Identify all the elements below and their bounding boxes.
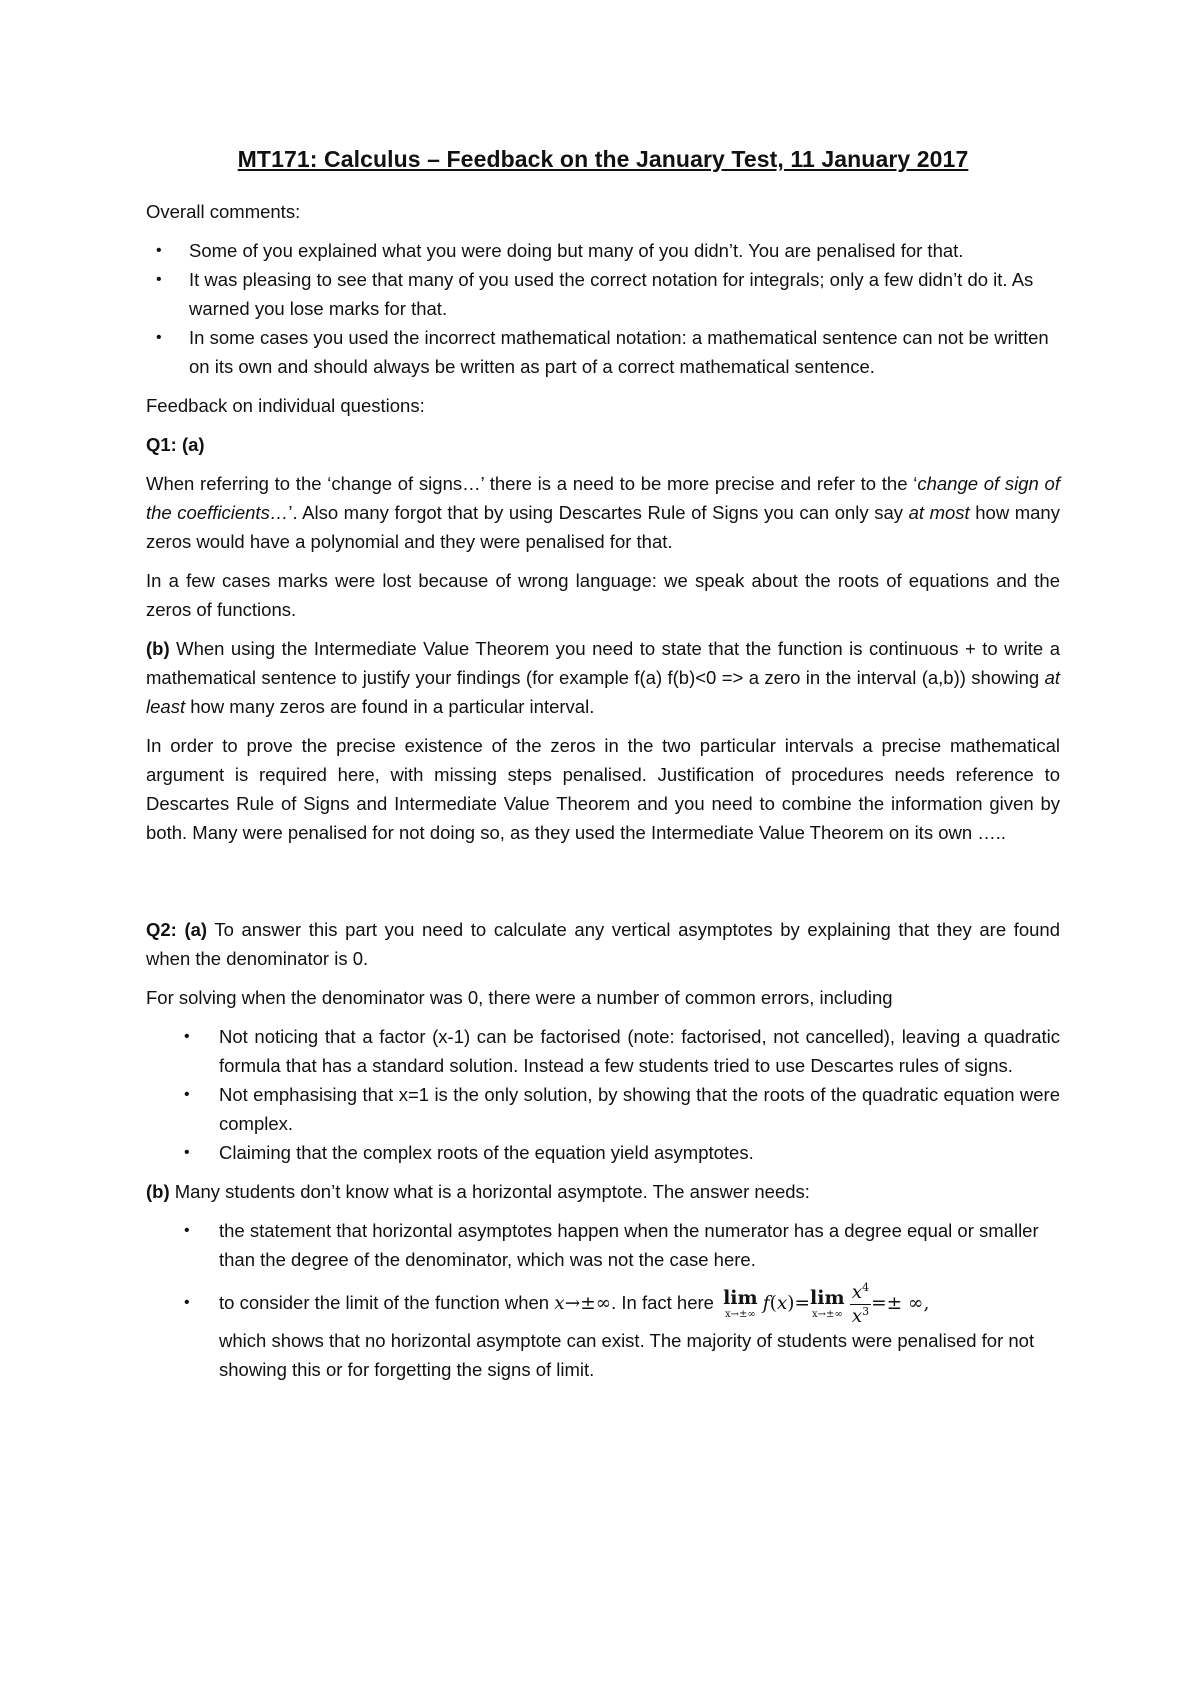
- q2a-intro: For solving when the denominator was 0, there were a number of common errors, including: [146, 987, 893, 1008]
- overall-heading: Overall comments:: [146, 201, 301, 222]
- list-item: • Some of you explained what you were doing but many of you didn’t. You are penalised for that.: [146, 236, 1060, 265]
- q1b-paragraph-2: In order to prove the precise existence of the zeros in the two particular intervals a precise mathematical argument is required here, with missing steps penalised. Justification of procedures needs reference to Descartes Rule of Signs and Intermediate Value Theorem and you need to combine the information given by both. Many were penalised for not doing so, as they used the Intermediate Value Theorem on its own …..: [146, 735, 1060, 843]
- q2a-paragraph: Q2: (a) To answer this part you need to calculate any vertical asymptotes by explaining that they are found when the denominator is 0.: [146, 919, 1061, 969]
- bullet-icon: •: [156, 271, 162, 288]
- list-item: • Claiming that the complex roots of the equation yield asymptotes.: [146, 1138, 1060, 1167]
- list-item: • the statement that horizontal asymptotes happen when the numerator has a degree equal or smaller than the degree of the denominator, which was not the case here.: [146, 1216, 1060, 1274]
- bullet-icon: •: [184, 1222, 190, 1239]
- q2b-requirements-list: [146, 1216, 1060, 1384]
- q2b-paragraph: (b) Many students don’t know what is a horizontal asymptote. The answer needs:: [146, 1181, 810, 1202]
- q1-label: Q1: (a): [146, 434, 205, 455]
- list-item: • It was pleasing to see that many of you used the correct notation for integrals; only a few didn’t do it. As warned you lose marks for that.: [146, 265, 1060, 323]
- page-title: MT171: Calculus – Feedback on the January Test, 11 January 2017: [237, 146, 969, 172]
- q1b-paragraph-1: (b) When using the Intermediate Value Theorem you need to state that the function is continuous + to write a mathematical sentence to justify your findings (for example f(a) f(b)<0 => a zero in the interval (a,b)) showing at least how many zeros are found in a particular interval.: [146, 638, 1060, 717]
- spacer: [146, 857, 1060, 915]
- list-item: • Not noticing that a factor (x-1) can be factorised (note: factorised, not cancelled), leaving a quadratic formula that has a standard solution. Instead a few students tried to use Descartes rules of signs.: [146, 1022, 1060, 1080]
- overall-comments-list: [146, 236, 1060, 381]
- list-item: • In some cases you used the incorrect mathematical notation: a mathematical sentence can not be written on its own and should always be written as part of a correct mathematical sentence.: [146, 323, 1060, 381]
- list-item: • Not emphasising that x=1 is the only solution, by showing that the roots of the quadratic equation were complex.: [146, 1080, 1060, 1138]
- feedback-heading: Feedback on individual questions:: [146, 395, 425, 416]
- limit-formula: lim x→±∞ f(x)= lim x→±∞ $\frac{x^4}{x^3}$ =± ∞,: [723, 1281, 930, 1327]
- bullet-icon: •: [156, 242, 162, 259]
- bullet-icon: •: [184, 1294, 190, 1311]
- bullet-icon: •: [184, 1028, 190, 1045]
- bullet-icon: •: [184, 1144, 190, 1161]
- q1a-paragraph-2: In a few cases marks were lost because of wrong language: we speak about the roots of equations and the zeros of functions.: [146, 570, 1060, 620]
- bullet-icon: •: [184, 1086, 190, 1103]
- q2a-errors-list: [146, 1022, 1060, 1167]
- document-body: [146, 146, 1060, 1394]
- q1a-paragraph-1: When referring to the ‘change of signs…’ there is a need to be more precise and refer to the ‘change of sign of the coefficients…’. Also many forgot that by using Descartes Rule of Signs you can only say at most how many zeros would have a polynomial and they were penalised for that.: [146, 473, 1060, 552]
- list-item: • to consider the limit of the function when x→±∞. In fact here lim x→±∞ f(x)= lim x→±∞ $\frac{x^4}{x^3}$ =± ∞, which shows that no horizontal asymptote can exist. The majority of students were penalised for not showing this or for forgetting the signs of limit.: [184, 1281, 1035, 1381]
- bullet-icon: •: [156, 329, 162, 346]
